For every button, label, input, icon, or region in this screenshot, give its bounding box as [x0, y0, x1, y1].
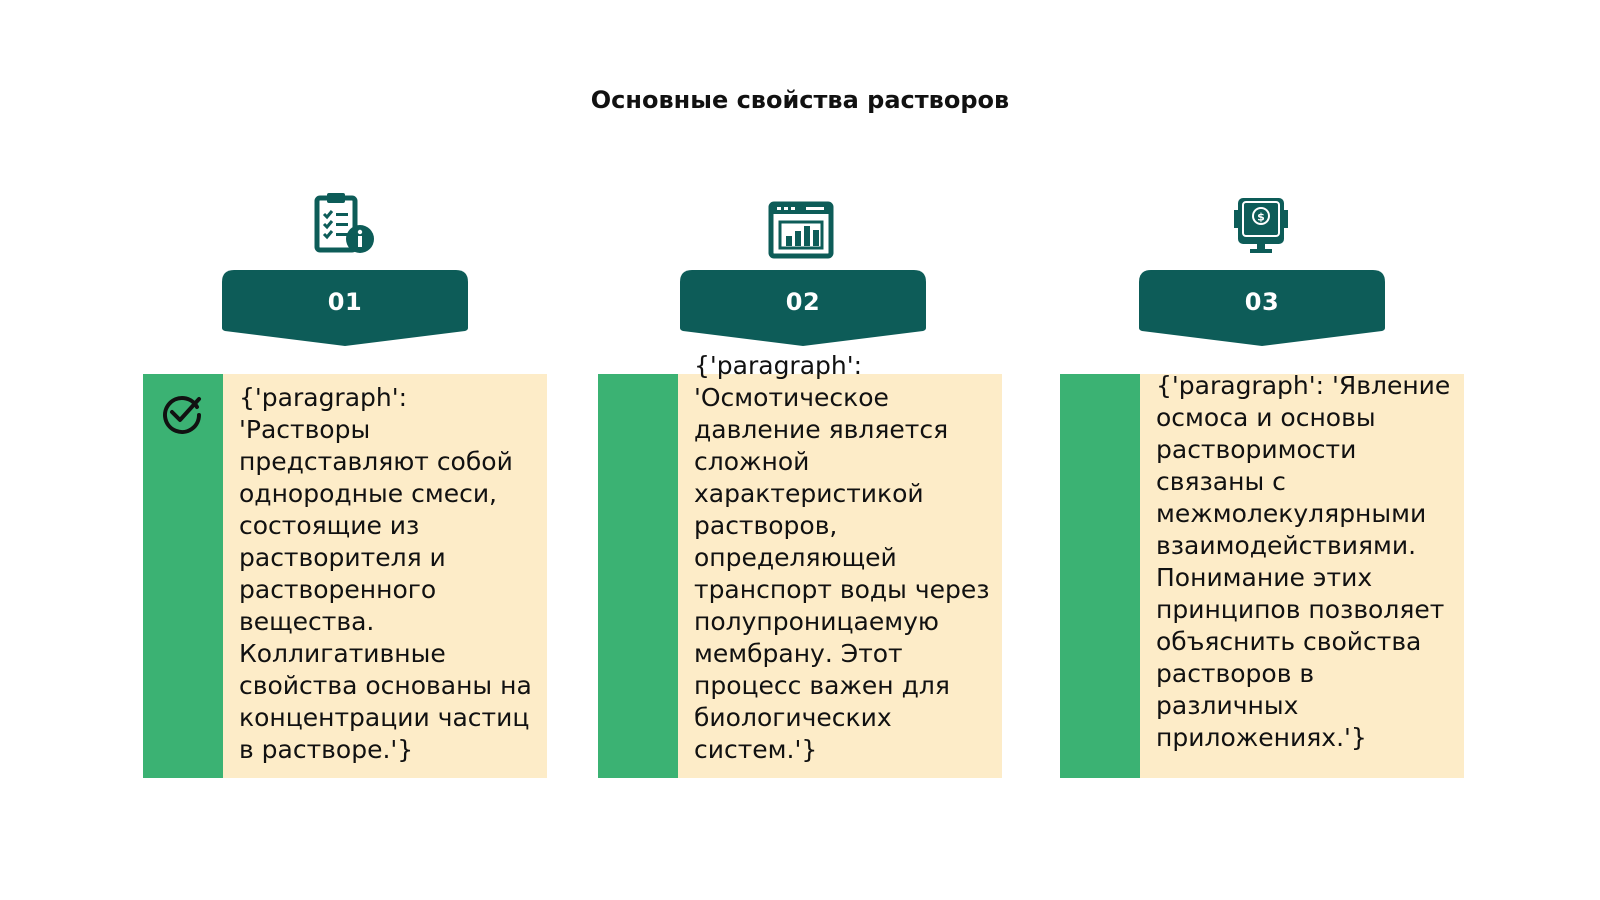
page-title: Основные свойства растворов — [590, 86, 1010, 114]
step-number: 02 — [785, 288, 821, 316]
card-accent-bar — [598, 374, 678, 778]
check-circle-icon — [159, 390, 205, 436]
step-banner-02 — [680, 270, 926, 346]
step-banner-03 — [1139, 270, 1385, 346]
monitor-dollar-icon — [1228, 192, 1294, 258]
card-paragraph: {'paragraph': 'Растворы представляют собой однородные смеси, состоящие из растворителя и растворенного вещества. Коллигативные свойства основаны на концентрации частиц в растворе.'} — [239, 383, 532, 764]
info-card — [598, 351, 1002, 778]
card-accent-bar — [1060, 374, 1140, 778]
card-paragraph: {'paragraph': 'Явление осмоса и основы растворимости связаны с межмолекулярными взаимодействиями. Понимание этих принципов позволяет объяснить свойства растворов в различных приложениях.'} — [1156, 371, 1451, 752]
step-number: 01 — [327, 288, 363, 316]
svg-text:$: $ — [1257, 210, 1265, 224]
browser-chart-icon — [768, 196, 834, 262]
info-card — [143, 374, 547, 778]
card-paragraph: {'paragraph': 'Осмотическое давление является сложной характеристикой растворов, определяющей транспорт воды через полупроницаемую мембрану. Этот процесс важен для биологических систем.'} — [694, 351, 990, 764]
step-banner-01 — [222, 270, 468, 346]
step-number: 03 — [1244, 288, 1280, 316]
info-card — [1060, 371, 1464, 778]
clipboard-checklist-info-icon — [311, 190, 377, 256]
